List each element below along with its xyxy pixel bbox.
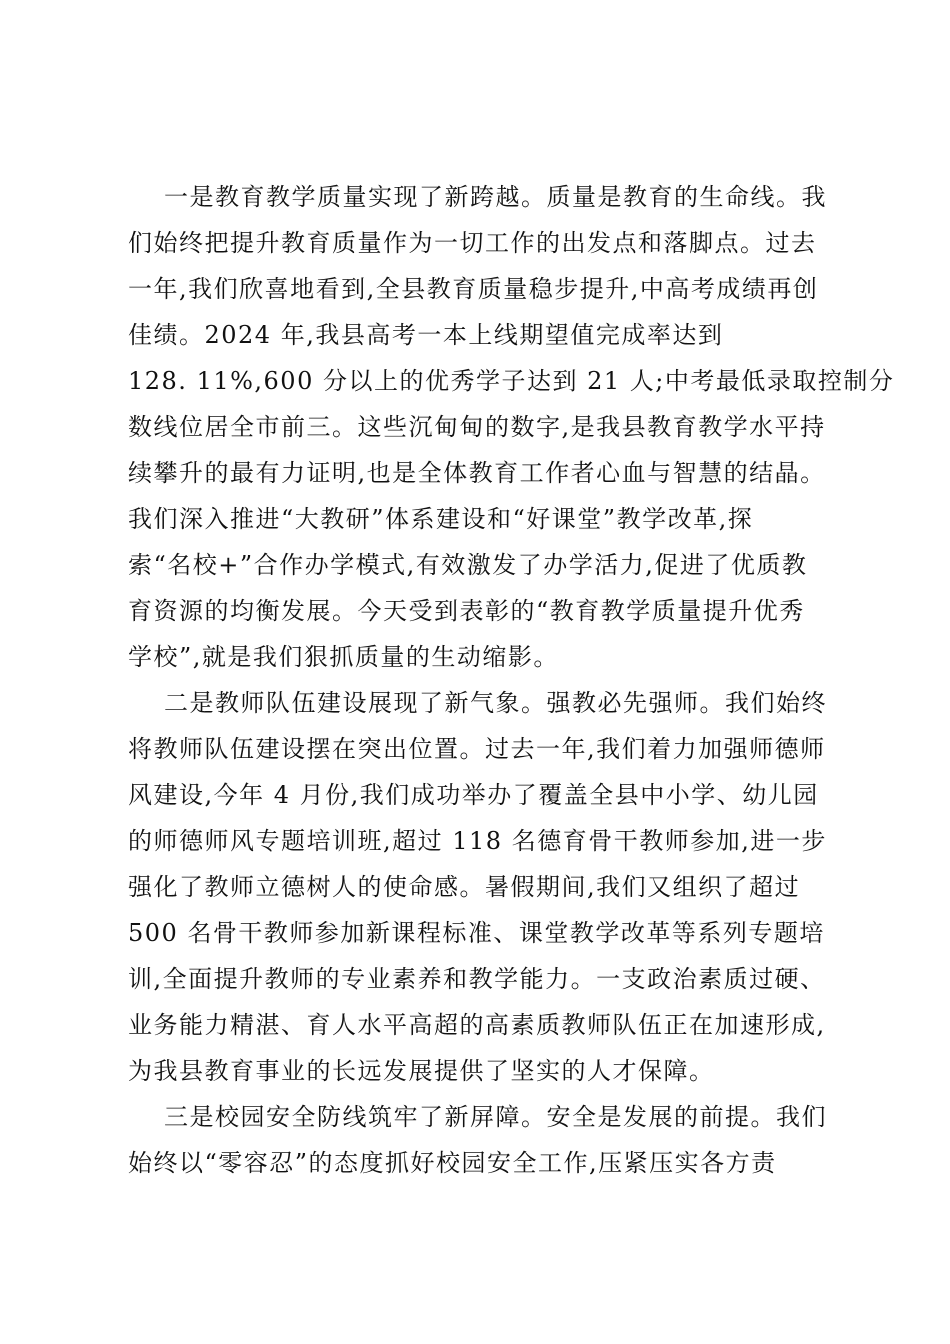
text-line: 风建设,今年 4 月份,我们成功举办了覆盖全县中小学、幼儿园 xyxy=(128,781,819,809)
text-line: 二是教师队伍建设展现了新气象。强教必先强师。我们始终 xyxy=(164,689,827,717)
text-line: 将教师队伍建设摆在突出位置。过去一年,我们着力加强师德师 xyxy=(128,735,826,763)
text-line: 一年,我们欣喜地看到,全县教育质量稳步提升,中高考成绩再创 xyxy=(128,275,819,303)
text-line: 业务能力精湛、育人水平高超的高素质教师队伍正在加速形成, xyxy=(128,1011,826,1039)
text-line: 佳绩。2024 年,我县高考一本上线期望值完成率达到 xyxy=(128,321,724,349)
text-line: 训,全面提升教师的专业素养和教学能力。一支政治素质过硬、 xyxy=(128,965,826,993)
text-line: 索“名校+”合作办学模式,有效激发了办学活力,促进了优质教 xyxy=(128,551,808,579)
text-line: 我们深入推进“大教研”体系建设和“好课堂”教学改革,探 xyxy=(128,505,754,533)
text-line: 三是校园安全防线筑牢了新屏障。安全是发展的前提。我们 xyxy=(164,1103,827,1131)
text-line: 500 名骨干教师参加新课程标准、课堂教学改革等系列专题培 xyxy=(128,919,825,947)
text-line: 数线位居全市前三。这些沉甸甸的数字,是我县教育教学水平持 xyxy=(128,413,826,441)
text-line: 一是教育教学质量实现了新跨越。质量是教育的生命线。我 xyxy=(164,183,827,211)
text-line: 们始终把提升教育质量作为一切工作的出发点和落脚点。过去 xyxy=(128,229,817,257)
text-line: 学校”,就是我们狠抓质量的生动缩影。 xyxy=(128,643,559,671)
text-line: 强化了教师立德树人的使命感。暑假期间,我们又组织了超过 xyxy=(128,873,801,901)
text-line: 始终以“零容忍”的态度抓好校园安全工作,压紧压实各方责 xyxy=(128,1149,777,1177)
text-line: 128. 11%,600 分以上的优秀学子达到 21 人;中考最低录取控制分 xyxy=(128,367,895,395)
text-line: 的师德师风专题培训班,超过 118 名德育骨干教师参加,进一步 xyxy=(128,827,827,855)
text-line: 育资源的均衡发展。今天受到表彰的“教育教学质量提升优秀 xyxy=(128,597,805,625)
text-line: 为我县教育事业的长远发展提供了坚实的人才保障。 xyxy=(128,1057,715,1085)
text-line: 续攀升的最有力证明,也是全体教育工作者心血与智慧的结晶。 xyxy=(128,459,826,487)
